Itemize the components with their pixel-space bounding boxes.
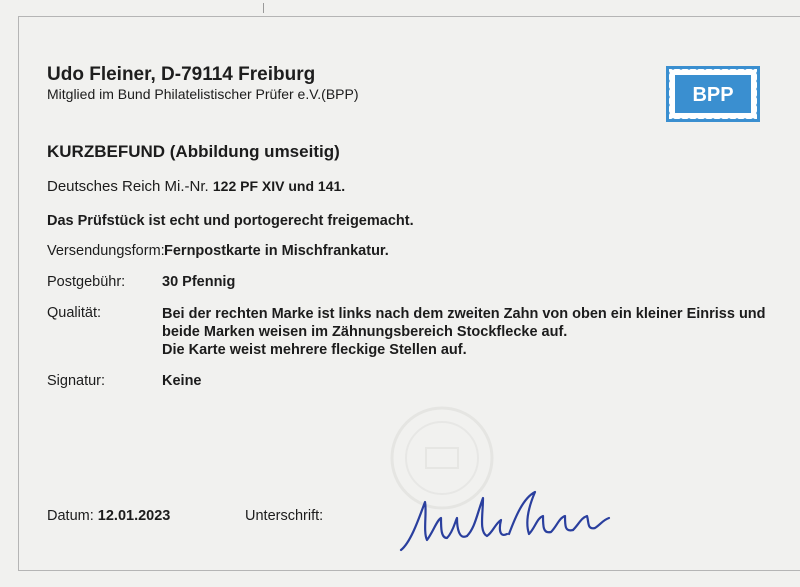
quality-label: Qualität: (47, 305, 101, 321)
signature-mark-label: Signatur: (47, 373, 106, 389)
quality-text (162, 305, 766, 359)
bpp-logo-icon (666, 66, 760, 122)
quality-line: Bei der rechten Marke ist links nach dem zweiten Zahn von oben ein kleiner Einriss und (162, 306, 766, 322)
signature-label: Unterschrift: (245, 508, 324, 524)
examiner-name: Udo Fleiner, D-79114 Freiburg (47, 64, 316, 85)
signature-mark-value: Keine (162, 373, 202, 389)
edge-tick-mark (263, 3, 264, 13)
logo-text: BPP (692, 84, 734, 106)
date-value: 12.01.2023 (97, 508, 171, 524)
shipping-value: Fernpostkarte in Mischfrankatur. (164, 243, 389, 259)
quality-line: beide Marken weisen im Zähnungsbereich Stockflecke auf. (162, 324, 568, 340)
date-label-text: Datum: (47, 508, 94, 524)
quality-line: Die Karte weist mehrere fleckige Stellen auf. (162, 342, 467, 358)
stamp-line-prefix: Deutsches Reich Mi.-Nr. (47, 178, 209, 195)
date-label (47, 508, 170, 524)
shipping-label: Versendungsform: (47, 243, 165, 259)
examiner-membership: Mitglied im Bund Philatelistischer Prüfer e.V.(BPP) (47, 86, 359, 102)
stamp-line (47, 178, 345, 195)
postage-label: Postgebühr: (47, 274, 126, 290)
postage-value: 30 Pfennig (162, 274, 236, 290)
verdict-text: Das Prüfstück ist echt und portogerecht freigemacht. (47, 213, 414, 229)
stamp-catalogue-numbers: 122 PF XIV und 141. (212, 178, 346, 194)
report-heading: KURZBEFUND (Abbildung umseitig) (47, 142, 340, 161)
handwritten-signature (397, 488, 617, 558)
